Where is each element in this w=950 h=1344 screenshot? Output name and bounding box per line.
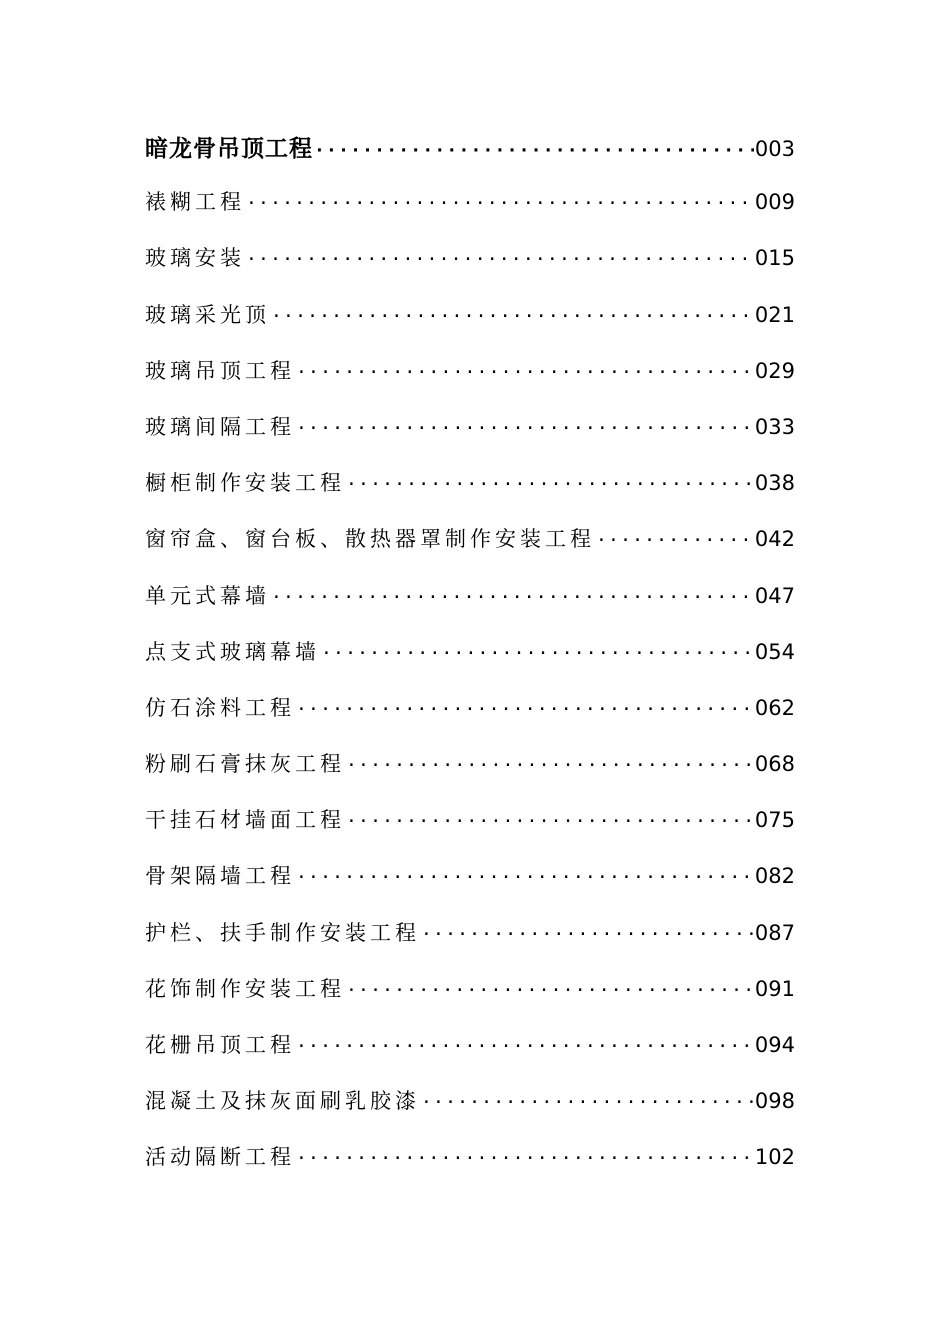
toc-dot-leader bbox=[314, 140, 754, 161]
toc-entry-title: 干挂石材墙面工程 bbox=[145, 808, 345, 833]
toc-dot-leader bbox=[421, 924, 754, 945]
toc-page-number: 075 bbox=[754, 808, 795, 833]
toc-dot-leader bbox=[246, 193, 754, 214]
toc-entry[interactable] bbox=[145, 973, 795, 1029]
toc-entry[interactable] bbox=[145, 1085, 795, 1141]
toc-dot-leader bbox=[296, 1036, 754, 1057]
toc-dot-leader bbox=[346, 474, 754, 495]
toc-page-number: 047 bbox=[754, 583, 795, 608]
toc-dot-leader bbox=[421, 1092, 754, 1113]
toc-entry[interactable] bbox=[145, 242, 795, 298]
toc-dot-leader bbox=[346, 980, 754, 1001]
toc-entry-title: 暗龙骨吊顶工程 bbox=[145, 136, 313, 162]
toc-page-number: 094 bbox=[754, 1033, 795, 1057]
toc-page-number: 029 bbox=[754, 358, 795, 383]
toc-page-number: 062 bbox=[754, 695, 795, 720]
toc-dot-leader bbox=[296, 867, 754, 888]
toc-entry[interactable] bbox=[145, 1141, 795, 1197]
toc-page-number: 091 bbox=[754, 976, 795, 1001]
toc-entry-title: 花饰制作安装工程 bbox=[145, 976, 345, 1001]
toc-entry-title: 点支式玻璃幕墙 bbox=[145, 639, 320, 664]
toc-dot-leader bbox=[346, 755, 754, 776]
toc-entry-title: 混凝土及抹灰面刷乳胶漆 bbox=[145, 1089, 420, 1114]
toc-dot-leader bbox=[296, 1148, 754, 1169]
toc-entry[interactable] bbox=[145, 748, 795, 804]
toc-page-number: 102 bbox=[754, 1145, 795, 1170]
toc-entry[interactable] bbox=[145, 355, 795, 411]
toc-page-number: 087 bbox=[754, 920, 795, 945]
toc-dot-leader bbox=[596, 530, 754, 551]
toc-entry[interactable] bbox=[145, 523, 795, 579]
toc-page-number: 068 bbox=[754, 752, 795, 777]
toc-page-number: 021 bbox=[754, 302, 795, 327]
toc-page-number: 009 bbox=[754, 190, 795, 215]
toc-page-number: 042 bbox=[754, 527, 795, 552]
toc-entry-title: 玻璃间隔工程 bbox=[145, 414, 295, 439]
toc-dot-leader bbox=[296, 699, 754, 720]
toc-entry-title: 窗帘盒、窗台板、散热器罩制作安装工程 bbox=[145, 527, 595, 552]
toc-page-number: 098 bbox=[754, 1089, 795, 1114]
toc-dot-leader bbox=[271, 587, 754, 608]
toc-dot-leader bbox=[296, 418, 754, 439]
toc-entry[interactable] bbox=[145, 130, 795, 186]
toc-dot-leader bbox=[271, 306, 754, 327]
toc-dot-leader bbox=[296, 362, 754, 383]
toc-entry[interactable] bbox=[145, 917, 795, 973]
toc-entry-title: 单元式幕墙 bbox=[145, 583, 270, 608]
toc-dot-leader bbox=[321, 643, 754, 664]
toc-page-number: 015 bbox=[754, 246, 795, 271]
toc-entry[interactable] bbox=[145, 860, 795, 916]
toc-entry-title: 活动隔断工程 bbox=[145, 1145, 295, 1170]
toc-page-number: 082 bbox=[754, 864, 795, 889]
toc-entry-title: 护栏、扶手制作安装工程 bbox=[145, 920, 420, 945]
toc-dot-leader bbox=[346, 811, 754, 832]
toc-entry[interactable] bbox=[145, 636, 795, 692]
toc-entry[interactable] bbox=[145, 467, 795, 523]
toc-page-number: 003 bbox=[754, 137, 795, 161]
toc-entry-title: 玻璃安装 bbox=[145, 246, 245, 271]
toc-entry[interactable] bbox=[145, 692, 795, 748]
toc-entry[interactable] bbox=[145, 186, 795, 242]
toc-entry-title: 玻璃采光顶 bbox=[145, 302, 270, 327]
toc-page-number: 054 bbox=[754, 639, 795, 664]
toc-entry-title: 玻璃吊顶工程 bbox=[145, 358, 295, 383]
toc-entry[interactable] bbox=[145, 580, 795, 636]
toc-entry-title: 粉刷石膏抹灰工程 bbox=[145, 752, 345, 777]
toc-page-number: 038 bbox=[754, 471, 795, 496]
toc-entry-title: 橱柜制作安装工程 bbox=[145, 471, 345, 496]
table-of-contents bbox=[145, 130, 795, 1198]
toc-entry[interactable] bbox=[145, 1029, 795, 1085]
toc-entry-title: 裱糊工程 bbox=[145, 190, 245, 215]
toc-entry[interactable] bbox=[145, 804, 795, 860]
toc-entry[interactable] bbox=[145, 411, 795, 467]
toc-dot-leader bbox=[246, 249, 754, 270]
toc-entry-title: 骨架隔墙工程 bbox=[145, 864, 295, 889]
toc-entry[interactable] bbox=[145, 299, 795, 355]
toc-entry-title: 花栅吊顶工程 bbox=[145, 1033, 295, 1057]
toc-page-number: 033 bbox=[754, 414, 795, 439]
toc-entry-title: 仿石涂料工程 bbox=[145, 695, 295, 720]
